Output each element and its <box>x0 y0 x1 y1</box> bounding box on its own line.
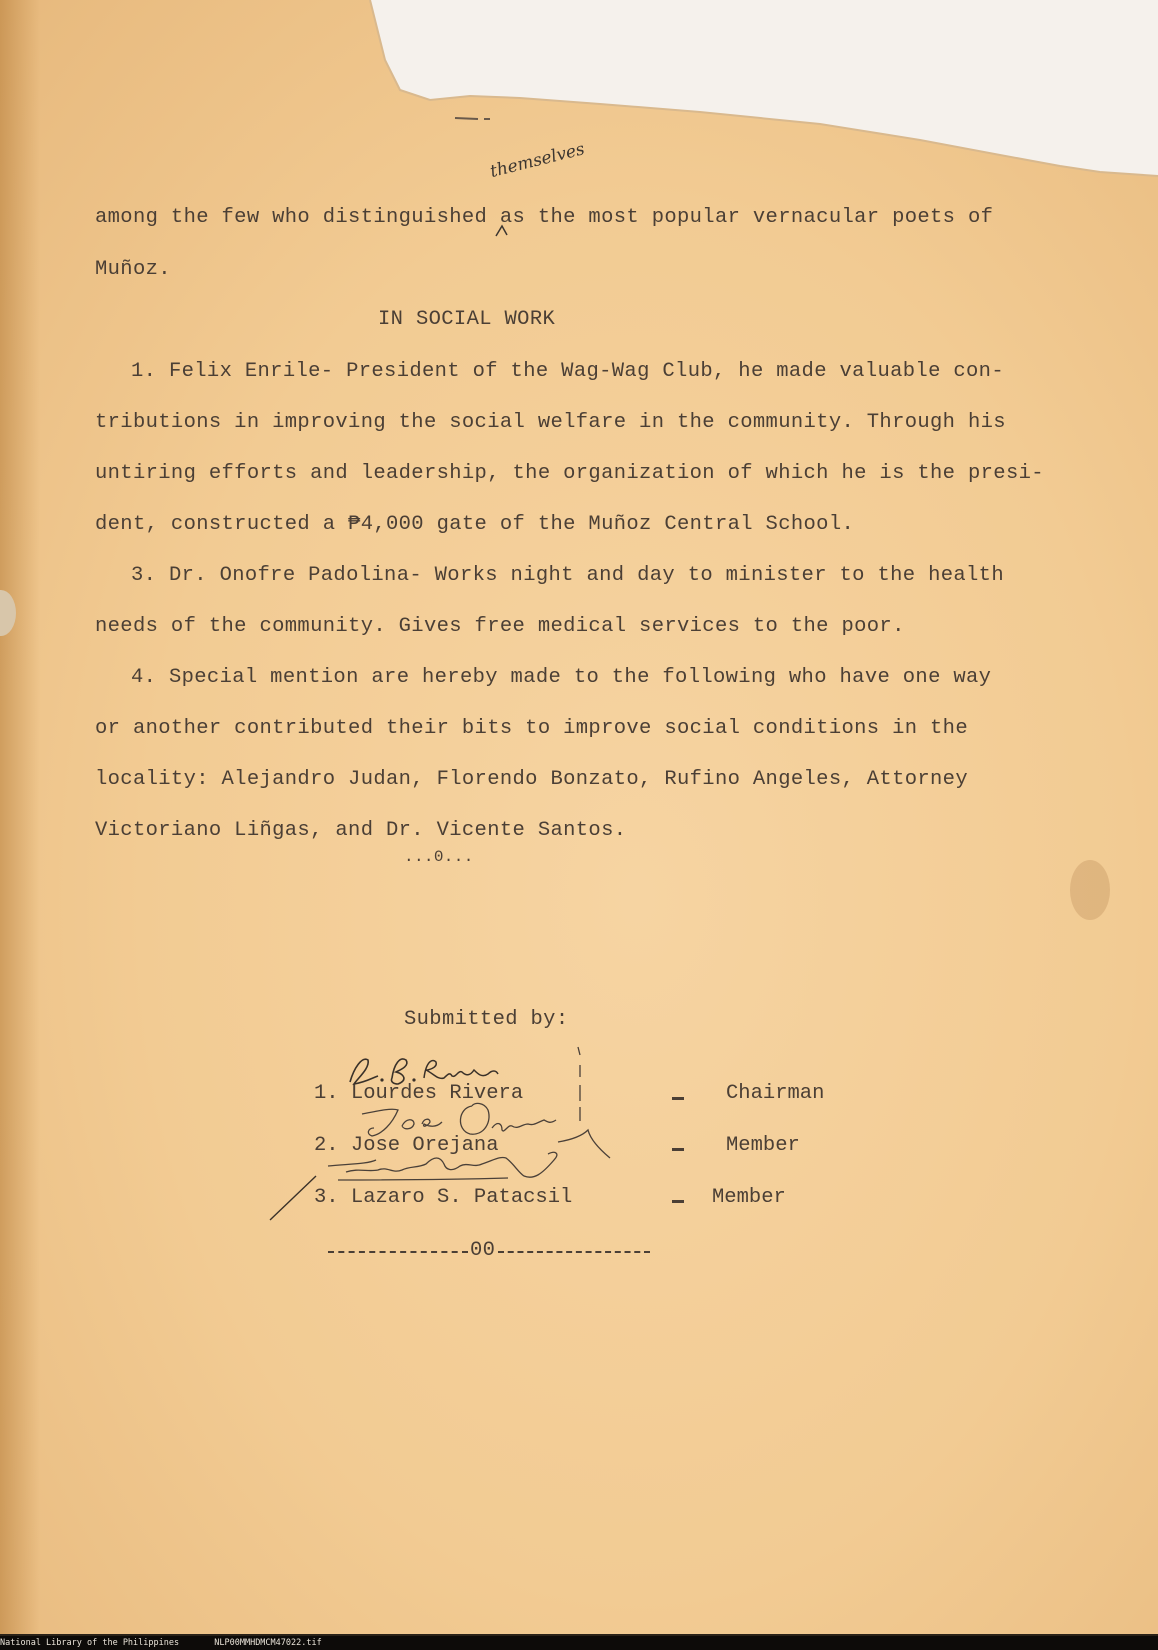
signatory-role: Chairman <box>726 1082 825 1105</box>
footer-institution: National Library of the Philippines <box>0 1638 180 1648</box>
item-3-line: needs of the community. Gives free medical services to the poor. <box>95 615 905 638</box>
stain <box>1070 860 1110 920</box>
page-edge-shadow <box>0 0 40 1634</box>
item-4-line: locality: Alejandro Judan, Florendo Bonzato, Rufino Angeles, Attorney <box>95 768 968 791</box>
item-4-line: or another contributed their bits to improve social conditions in the <box>95 717 968 740</box>
vertical-mark <box>576 1045 584 1125</box>
end-rule-left <box>328 1251 468 1253</box>
torn-paper-edge <box>0 0 1158 190</box>
signatory-name: 3. Lazaro S. Patacsil <box>314 1186 573 1209</box>
signatory-role: Member <box>726 1134 800 1157</box>
end-mark: 00 <box>470 1239 496 1262</box>
item-4-line: Victoriano Liñgas, and Dr. Vicente Santos. <box>95 819 627 842</box>
separator-mark: ...0... <box>404 848 474 866</box>
footer-file-id: NLP00MMHDMCM47022.tif <box>214 1638 322 1648</box>
item-1-line: dent, constructed a ₱4,000 gate of the Muñoz Central School. <box>95 513 855 536</box>
role-dash <box>672 1200 684 1203</box>
scan-footer <box>0 1636 1158 1650</box>
signatory-role: Member <box>712 1186 786 1209</box>
role-dash <box>672 1148 684 1151</box>
handwritten-insertion: themselves <box>488 139 587 182</box>
item-1-line: 1. Felix Enrile- President of the Wag-Wag Club, he made valuable con- <box>131 360 1004 383</box>
item-3-line: 3. Dr. Onofre Padolina- Works night and day to minister to the health <box>131 564 1004 587</box>
end-rule-right <box>498 1251 650 1253</box>
section-heading: IN SOCIAL WORK <box>378 308 556 331</box>
signatory-name: 2. Jose Orejana <box>314 1134 499 1157</box>
text-line: Muñoz. <box>95 258 171 281</box>
item-4-line: 4. Special mention are hereby made to the following who have one way <box>131 666 992 689</box>
signatory-name: 1. Lourdes Rivera <box>314 1082 524 1105</box>
item-1-line: untiring efforts and leadership, the organization of which he is the presi- <box>95 462 1044 485</box>
role-dash <box>672 1097 684 1100</box>
submitted-by-label: Submitted by: <box>404 1008 569 1031</box>
text-line: among the few who distinguished as the most popular vernacular poets of <box>95 206 994 229</box>
item-1-line: tributions in improving the social welfare in the community. Through his <box>95 411 1006 434</box>
